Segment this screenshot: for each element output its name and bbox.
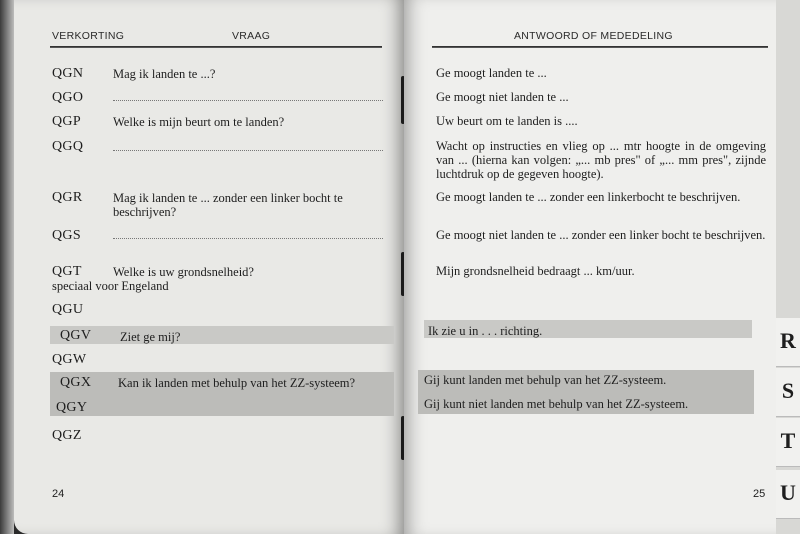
code-qgn: QGN bbox=[52, 66, 84, 81]
page-number-left: 24 bbox=[52, 488, 65, 500]
answer-qgt: Mijn grondsnelheid bedraagt ... km/uur. bbox=[436, 264, 635, 278]
question-qgn: Mag ik landen te ...? bbox=[113, 67, 216, 81]
answer-qgq: Wacht op instructies en vlieg op ... mtr hoogte in de omgeving van ... (hierna kan volgen: „... mb pres" of „... mm pres", zijnde luchtdruk op de gegeven hoogte). bbox=[436, 139, 766, 181]
answer-qgp: Uw beurt om te landen is .... bbox=[436, 114, 578, 128]
code-qgw: QGW bbox=[52, 352, 87, 367]
header-verkorting: VERKORTING bbox=[52, 30, 125, 42]
question-qgp: Welke is mijn beurt om te landen? bbox=[113, 115, 285, 129]
thumb-tab-u[interactable]: U bbox=[776, 470, 800, 519]
code-qgo: QGO bbox=[52, 90, 84, 105]
answer-qgn: Ge moogt landen te ... bbox=[436, 66, 547, 80]
header-rule-right bbox=[432, 46, 768, 48]
question-qgr: Mag ik landen te ... zonder een linker bocht te beschrijven? bbox=[113, 191, 343, 219]
question-qgv: Ziet ge mij? bbox=[120, 330, 181, 344]
note-qgt: speciaal voor Engeland bbox=[52, 279, 169, 293]
header-antwoord: ANTWOORD OF MEDEDELING bbox=[514, 30, 673, 42]
answer-qgx: Gij kunt landen met behulp van het ZZ-systeem. bbox=[424, 373, 667, 387]
code-qgy: QGY bbox=[56, 400, 88, 415]
page-number-right: 25 bbox=[753, 488, 766, 500]
question-qgx: Kan ik landen met behulp van het ZZ-systeem? bbox=[118, 376, 356, 390]
code-qgz: QGZ bbox=[52, 428, 82, 443]
code-qgx: QGX bbox=[60, 375, 92, 390]
thumb-tab-r[interactable]: R bbox=[776, 318, 800, 367]
answer-qgo: Ge moogt niet landen te ... bbox=[436, 90, 569, 104]
dotted-line-qgs bbox=[113, 238, 383, 239]
dotted-line-qgo bbox=[113, 100, 383, 101]
book-cover-edge bbox=[0, 0, 14, 534]
code-qgp: QGP bbox=[52, 114, 81, 129]
header-rule-left bbox=[50, 46, 382, 48]
header-vraag: VRAAG bbox=[232, 30, 271, 42]
code-qgr: QGR bbox=[52, 190, 83, 205]
code-qgu: QGU bbox=[52, 302, 84, 317]
code-qgq: QGQ bbox=[52, 139, 84, 154]
thumb-index bbox=[776, 0, 800, 534]
answer-qgv: Ik zie u in . . . richting. bbox=[428, 324, 543, 338]
code-qgt: QGT bbox=[52, 264, 82, 279]
answer-qgr: Ge moogt landen te ... zonder een linkerbocht te beschrijven. bbox=[436, 190, 741, 204]
thumb-tab-s[interactable]: S bbox=[776, 368, 800, 417]
thumb-tab-t[interactable]: T bbox=[776, 418, 800, 467]
code-qgs: QGS bbox=[52, 228, 81, 243]
question-qgt: Welke is uw grondsnelheid? bbox=[113, 265, 254, 279]
code-qgv: QGV bbox=[60, 328, 92, 343]
dotted-line-qgq bbox=[113, 150, 383, 151]
answer-qgs: Ge moogt niet landen te ... zonder een linker bocht te beschrijven. bbox=[436, 228, 766, 242]
answer-qgy: Gij kunt niet landen met behulp van het ZZ-systeem. bbox=[424, 397, 689, 411]
